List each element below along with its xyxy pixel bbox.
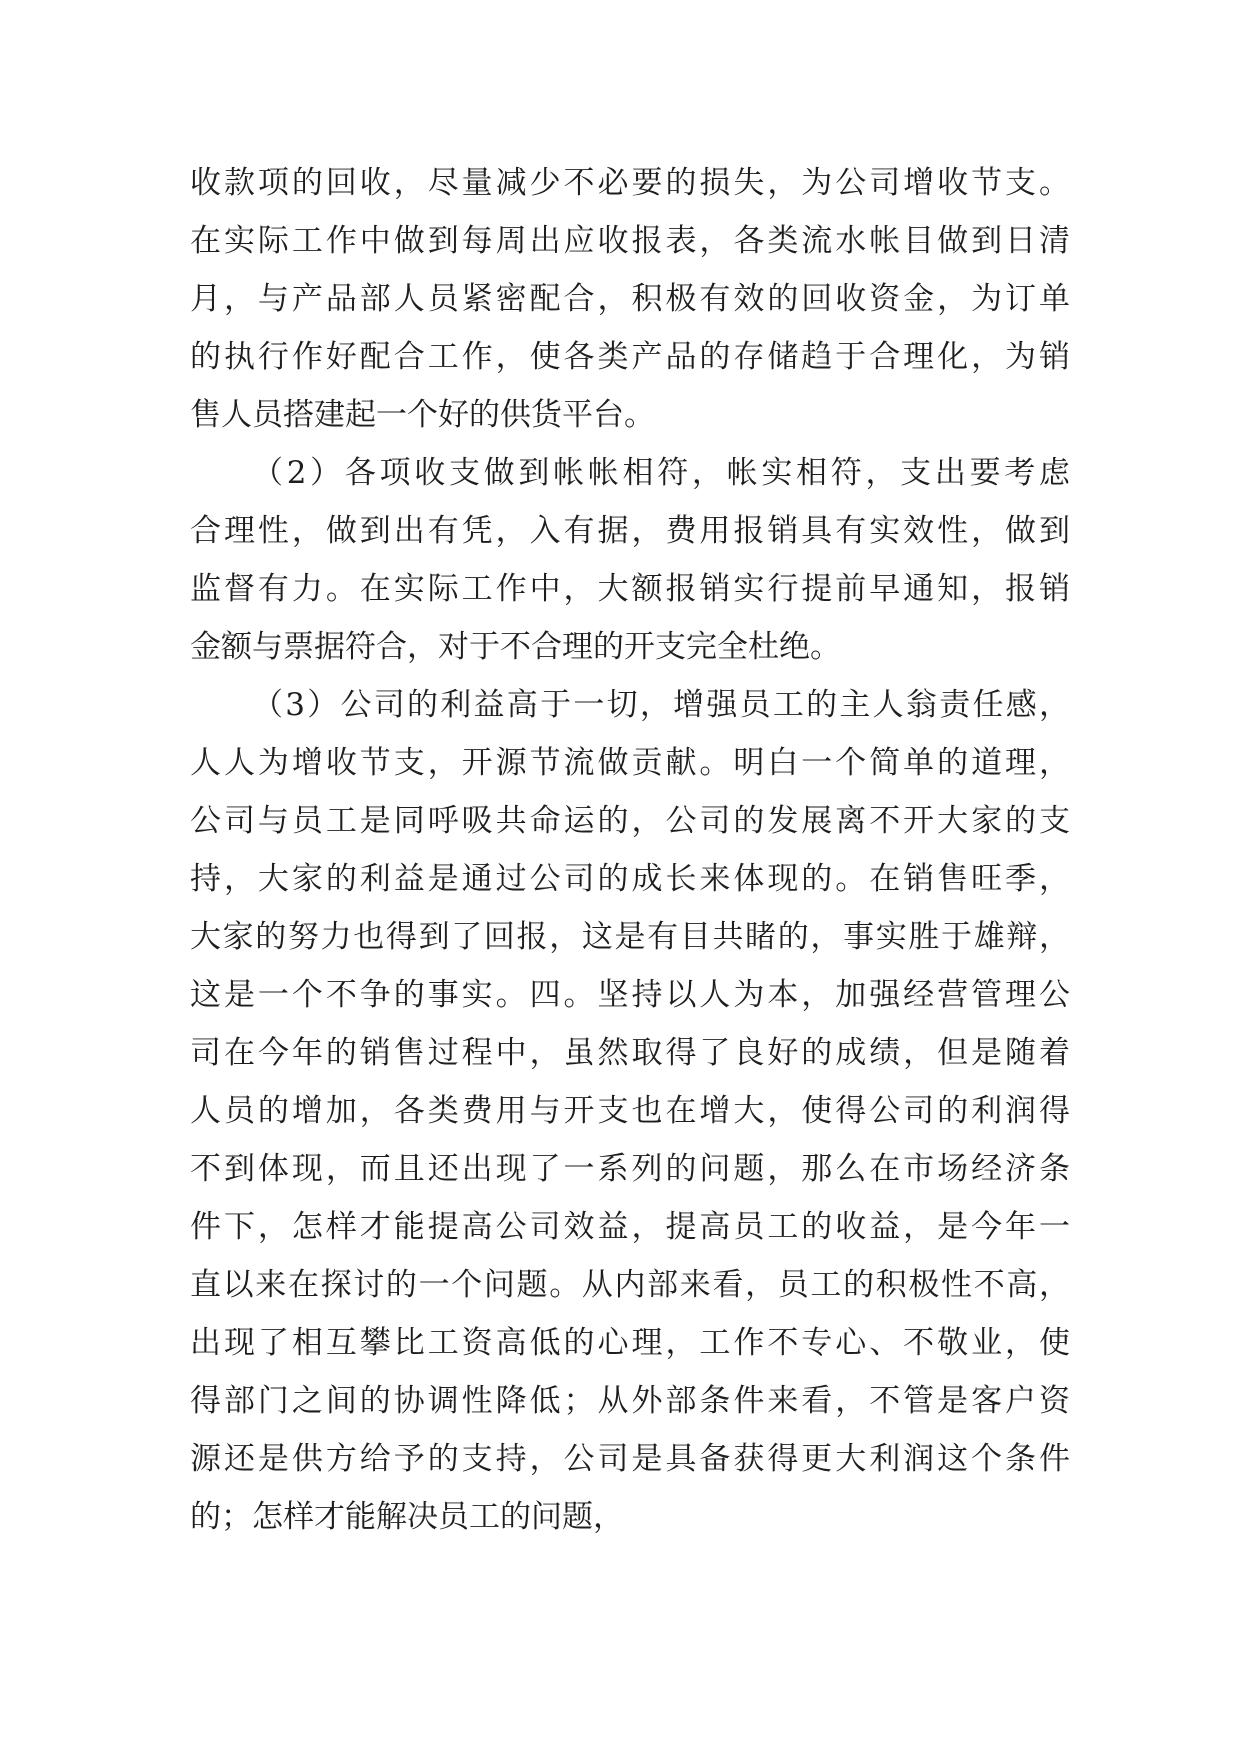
text-line: 源还是供方给予的支持，公司是具备获得更大利润这个条件 xyxy=(190,1441,1070,1477)
text-line: 金额与票据符合，对于不合理的开支完全杜绝。 xyxy=(190,629,841,665)
text-line: 公司与员工是同呼吸共命运的，公司的发展离不开大家的支 xyxy=(190,803,1070,839)
text-line: 出现了相互攀比工资高低的心理，工作不专心、不敬业，使 xyxy=(190,1325,1070,1361)
text-line: 的执行作好配合工作，使各类产品的存储趋于合理化，为销 xyxy=(190,339,1070,375)
text-line: （3）公司的利益高于一切，增强员工的主人翁责任感， xyxy=(252,687,1070,723)
text-line: 得部门之间的协调性降低；从外部条件来看，不管是客户资 xyxy=(190,1383,1070,1419)
text-line: 大家的努力也得到了回报，这是有目共睹的，事实胜于雄辩， xyxy=(190,919,1070,955)
text-line: 这是一个不争的事实。四。坚持以人为本，加强经营管理公 xyxy=(190,977,1070,1013)
text-line: 合理性，做到出有凭，入有据，费用报销具有实效性，做到 xyxy=(190,513,1070,549)
text-line: 收款项的回收，尽量减少不必要的损失，为公司增收节支。 xyxy=(190,165,1070,201)
body-text xyxy=(190,154,1070,1546)
text-line: 司在今年的销售过程中，虽然取得了良好的成绩，但是随着 xyxy=(190,1035,1070,1071)
text-line: 直以来在探讨的一个问题。从内部来看，员工的积极性不高， xyxy=(190,1267,1070,1303)
text-line: 监督有力。在实际工作中，大额报销实行提前早通知，报销 xyxy=(190,571,1070,607)
text-line: 的；怎样才能解决员工的问题， xyxy=(190,1499,624,1535)
text-line: 人人为增收节支，开源节流做贡献。明白一个简单的道理， xyxy=(190,745,1070,781)
text-line: 持，大家的利益是通过公司的成长来体现的。在销售旺季， xyxy=(190,861,1070,897)
text-line: 不到体现，而且还出现了一系列的问题，那么在市场经济条 xyxy=(190,1151,1070,1187)
text-line: 售人员搭建起一个好的供货平台。 xyxy=(190,397,655,433)
text-line: 人员的增加，各类费用与开支也在增大，使得公司的利润得 xyxy=(190,1093,1070,1129)
text-line: （2）各项收支做到帐帐相符，帐实相符，支出要考虑 xyxy=(252,455,1070,491)
text-line: 件下，怎样才能提高公司效益，提高员工的收益，是今年一 xyxy=(190,1209,1070,1245)
text-line: 月，与产品部人员紧密配合，积极有效的回收资金，为订单 xyxy=(190,281,1070,317)
text-line: 在实际工作中做到每周出应收报表，各类流水帐目做到日清 xyxy=(190,223,1070,259)
